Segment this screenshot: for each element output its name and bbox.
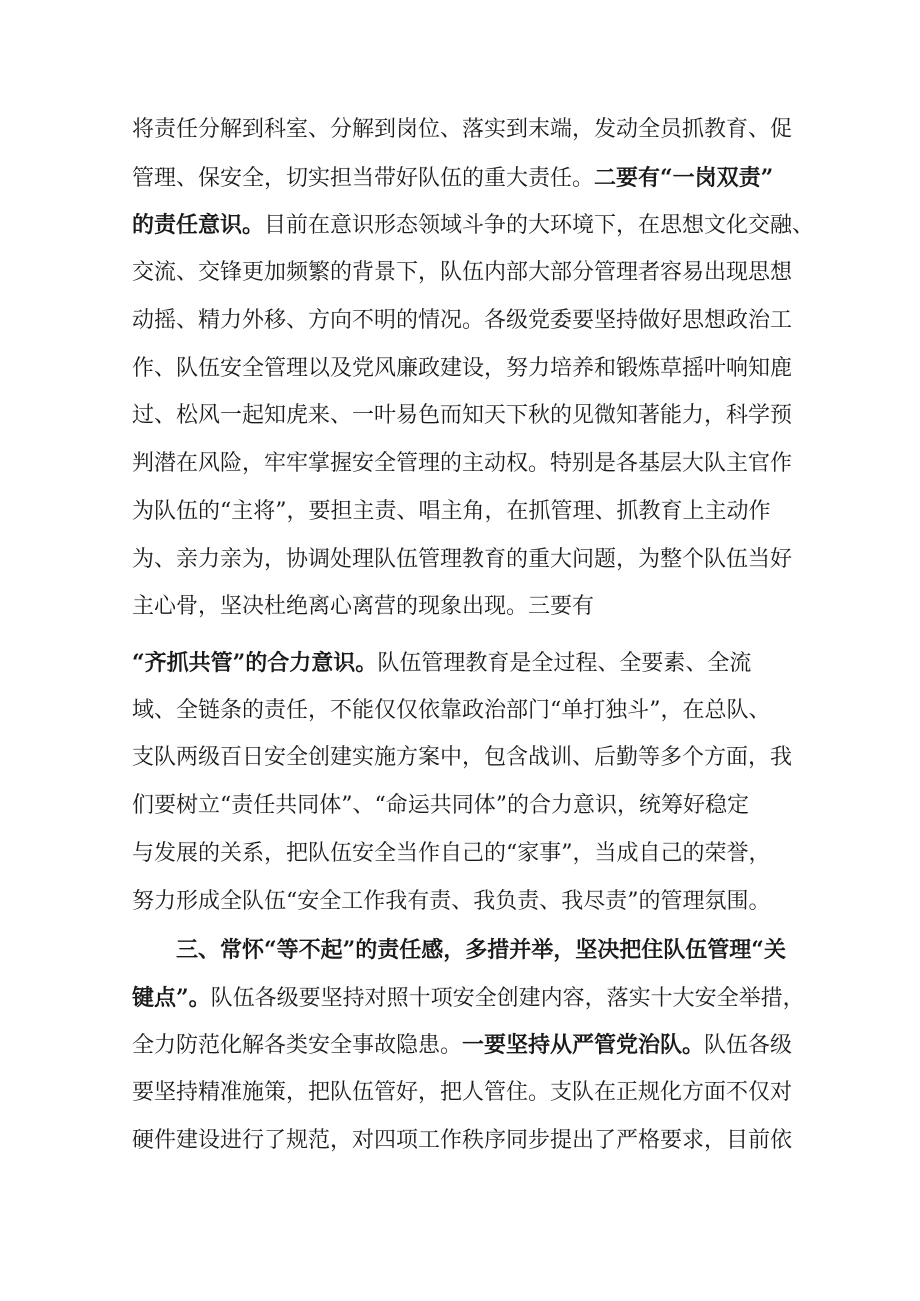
text-line: 判潜在风险，牢牢掌握安全管理的主动权。特别是各基层大队主官作 — [132, 451, 793, 476]
text-line: 努力形成全队伍“安全工作我有责、我负责、我尽责”的管理氛围。 — [132, 889, 771, 914]
text-line: 作、队伍安全管理以及党风廉政建设，努力培养和锻炼草摇叶响知鹿 — [132, 356, 793, 381]
text-line: 为、亲力亲为，协调处理队伍管理教育的重大问题，为整个队伍当好 — [132, 547, 793, 572]
text-line: 主心骨，坚决杜绝离心离营的现象出现。三要有 — [132, 594, 595, 619]
section-heading-line: 三、常怀“等不起”的责任感，多措并举，坚决把住队伍管理“关 — [176, 937, 786, 963]
text-line: 过、松风一起知虎来、一叶易色而知天下秋的见微知著能力，科学预 — [132, 403, 793, 428]
text-line: 键点”。队伍各级要坚持对照十项安全创建内容，落实十大安全举措， — [132, 985, 805, 1011]
text-line: 全力防范化解各类安全事故隐患。一要坚持从严管党治队。队伍各级 — [132, 1032, 793, 1058]
text-line: 为队伍的“主将”，要担主责、唱主角，在抓管理、抓教育上主动作 — [132, 499, 771, 524]
text-line: 硬件建设进行了规范，对四项工作秩序同步提出了严格要求，目前依 — [132, 1128, 793, 1153]
text-line: “齐抓共管”的合力意识。队伍管理教育是全过程、全要素、全流 — [132, 650, 752, 676]
text-line: 交流、交锋更加频繁的背景下，队伍内部大部分管理者容易出现思想 — [132, 260, 793, 285]
text-line: 管理、保安全，切实担当带好队伍的重大责任。二要有“一岗双责” — [132, 165, 774, 191]
text-line: 的责任意识。目前在意识形态领域斗争的大环境下，在思想文化交融、 — [132, 212, 815, 238]
text-line: 支队两级百日安全创建实施方案中，包含战训、后勤等多个方面，我 — [132, 745, 793, 770]
text-line: 要坚持精准施策，把队伍管好，把人管住。支队在正规化方面不仅对 — [132, 1080, 793, 1105]
text-line: 域、全链条的责任，不能仅仅依靠政治部门“单打独斗”，在总队、 — [132, 698, 771, 723]
text-line: 将责任分解到科室、分解到岗位、落实到末端，发动全员抓教育、促 — [132, 117, 793, 142]
text-line: 与发展的关系，把队伍安全当作自己的“家事”，当成自己的荣誉， — [132, 841, 771, 866]
text-line: 动摇、精力外移、方向不明的情况。各级党委要坚持做好思想政治工 — [132, 308, 793, 333]
text-line: 们要树立“责任共同体”、“命运共同体”的合力意识，统筹好稳定 — [132, 793, 749, 818]
